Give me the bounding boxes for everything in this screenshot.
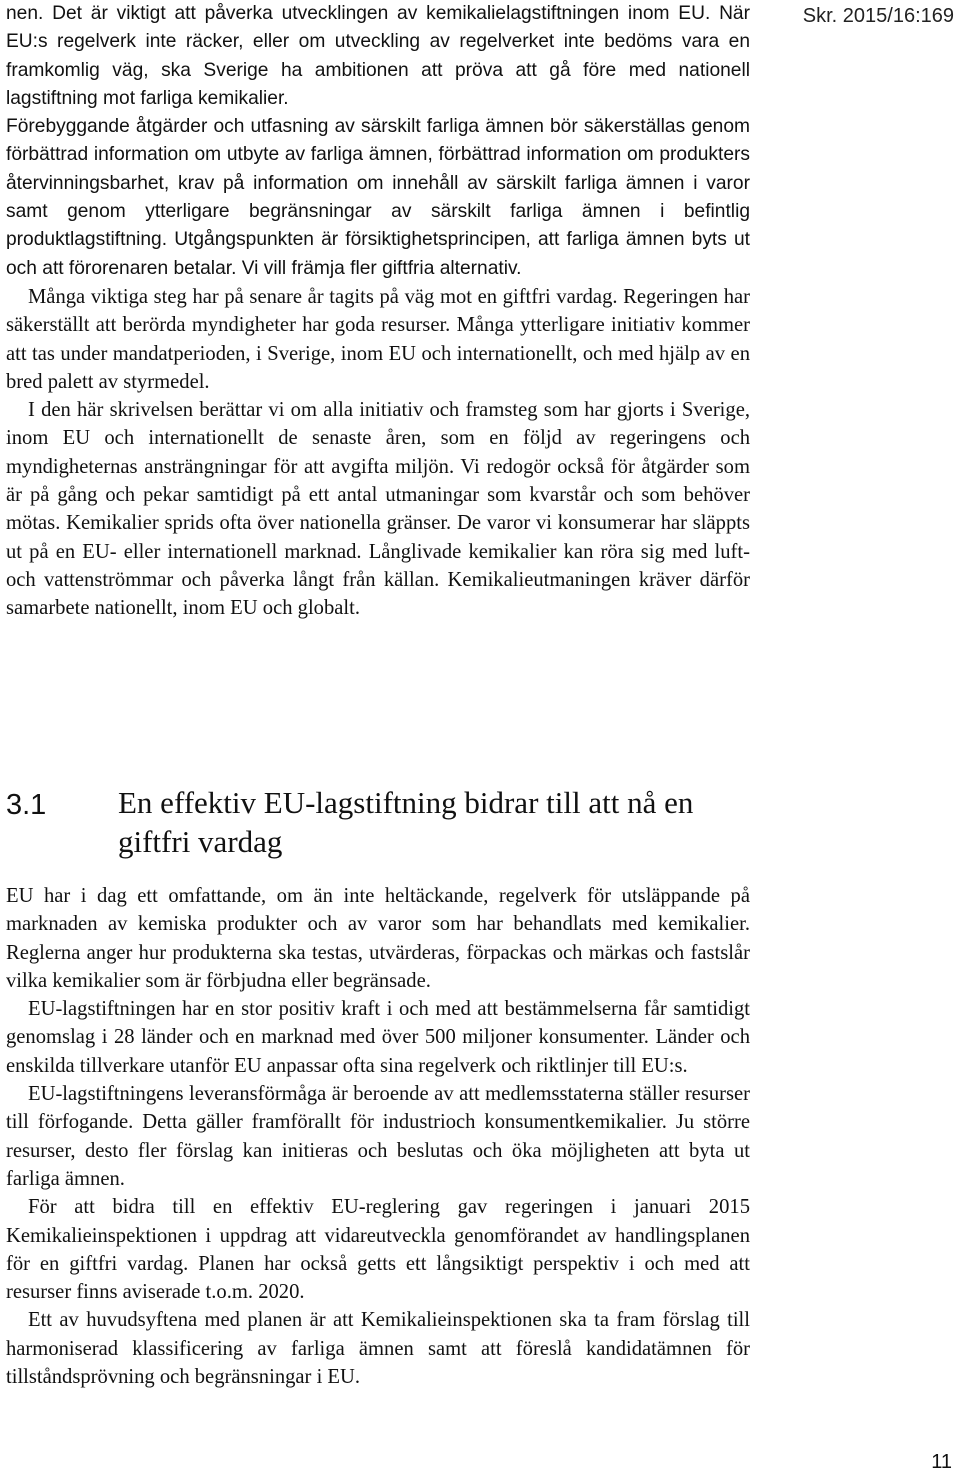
paragraph-eu-regulation: EU har i dag ett omfattande, om än inte heltäckande, regelverk för utsläppande på marknaden av kemiska produkter och av varor som har behandlats med kemikalier. Reglerna anger hur produkterna ska testas, utvärderas, förpackas och märkas och fastslår vilka kemikalier som är förbjudna eller begränsade. bbox=[6, 885, 750, 992]
section-title: En effektiv EU-lagstiftning bidrar till att nå en giftfri vardag bbox=[118, 785, 694, 859]
paragraph-report: I den här skrivelsen berättar vi om alla initiativ och framsteg som har gjorts i Sverige, inom EU och internationellt de senaste åren, som en följd av regeringens och myndigheternas ansträngningar för att avgifta miljön. Vi redogör också för åtgärder som är på gång och pekar samtidigt på ett antal utmaningar som kvarstår och som behöver mötas. Kemikalier sprids ofta över nationella gränser. De varor vi konsumerar har släppts ut på en EU- eller internationell marknad. Långlivade kemikalier kan röra sig med luft- och vattenströmmar och påverka långt från källan. Kemikalieutmaningen kräver därför samarbete nationellt, inom EU och globalt. bbox=[6, 399, 750, 620]
paragraph-intro-measures: Förebyggande åtgärder och utfasning av särskilt farliga ämnen bör säkerställas genom förbättrad information om utbyte av farliga ämnen, förbättrad information om produkters återvinningsbarhet, krav på information om innehåll av särskilt farliga ämnen i varor samt genom ytterligare begränsningar av särskilt farliga ämnen i befintlig produktlagstiftning. Utgångspunkten är försiktighetsprincipen, att farliga ämnen byts ut och att förorenaren betalar. Vi vill främja fler giftfria alternativ. bbox=[6, 116, 750, 279]
paragraph-eu-resources: EU-lagstiftningens leveransförmåga är beroende av att medlemsstaterna ställer resurser till förfogande. Detta gäller framförallt för industrioch konsumentkemikalier. Ju större resurser, desto fler förslag kan initieras och beslutas och öka möjligheten att byta ut farliga ämnen. bbox=[6, 1083, 750, 1190]
page-number: 11 bbox=[931, 1451, 952, 1473]
paragraph-eu-impact: EU-lagstiftningen har en stor positiv kraft i och med att bestämmelserna får samtidigt genomslag i 28 länder och en marknad med över 500 miljoner konsumenter. Länder och enskilda tillverkare utanför EU anpassar ofta sina regelverk och riktlinjer till EU:s. bbox=[6, 998, 750, 1077]
section-body bbox=[6, 882, 750, 1391]
document-reference: Skr. 2015/16:169 bbox=[802, 5, 954, 27]
paragraph-government-assignment: För att bidra till en effektiv EU-reglering gav regeringen i januari 2015 Kemikalieinspektionen i uppdrag att vidareutveckla genomförandet av handlingsplanen för en giftfri vardag. Planen har också getts ett långsiktigt perspektiv i och med att resurser finns aviserade t.o.m. 2020. bbox=[6, 1196, 750, 1304]
section-number: 3.1 bbox=[6, 789, 47, 821]
paragraph-intro-sans: nen. Det är viktigt att påverka utvecklingen av kemikalielagstiftningen inom EU. När EU:s regelverk inte räcker, eller om utveckling av regelverket inte bedöms vara en framkomlig väg, ska Sverige ha ambitionen att pröva att gå före med nationell lagstiftning mot farliga kemikalier. bbox=[6, 3, 750, 109]
paragraph-plan-purpose: Ett av huvudsyftena med planen är att Kemikalieinspektionen ska ta fram förslag till harmoniserad klassificering av farliga ämnen samt att föreslå kandidatämnen för tillståndsprövning och begränsningar i EU. bbox=[6, 1309, 750, 1389]
paragraph-steps: Många viktiga steg har på senare år tagits på väg mot en giftfri vardag. Regeringen har säkerställt att berörda myndigheter har goda resurser. Många ytterligare initiativ kommer att tas under mandatperioden, i Sverige, inom EU och internationellt, och med hjälp av en bred palett av styrmedel. bbox=[6, 285, 750, 393]
intro-text bbox=[6, 0, 750, 623]
